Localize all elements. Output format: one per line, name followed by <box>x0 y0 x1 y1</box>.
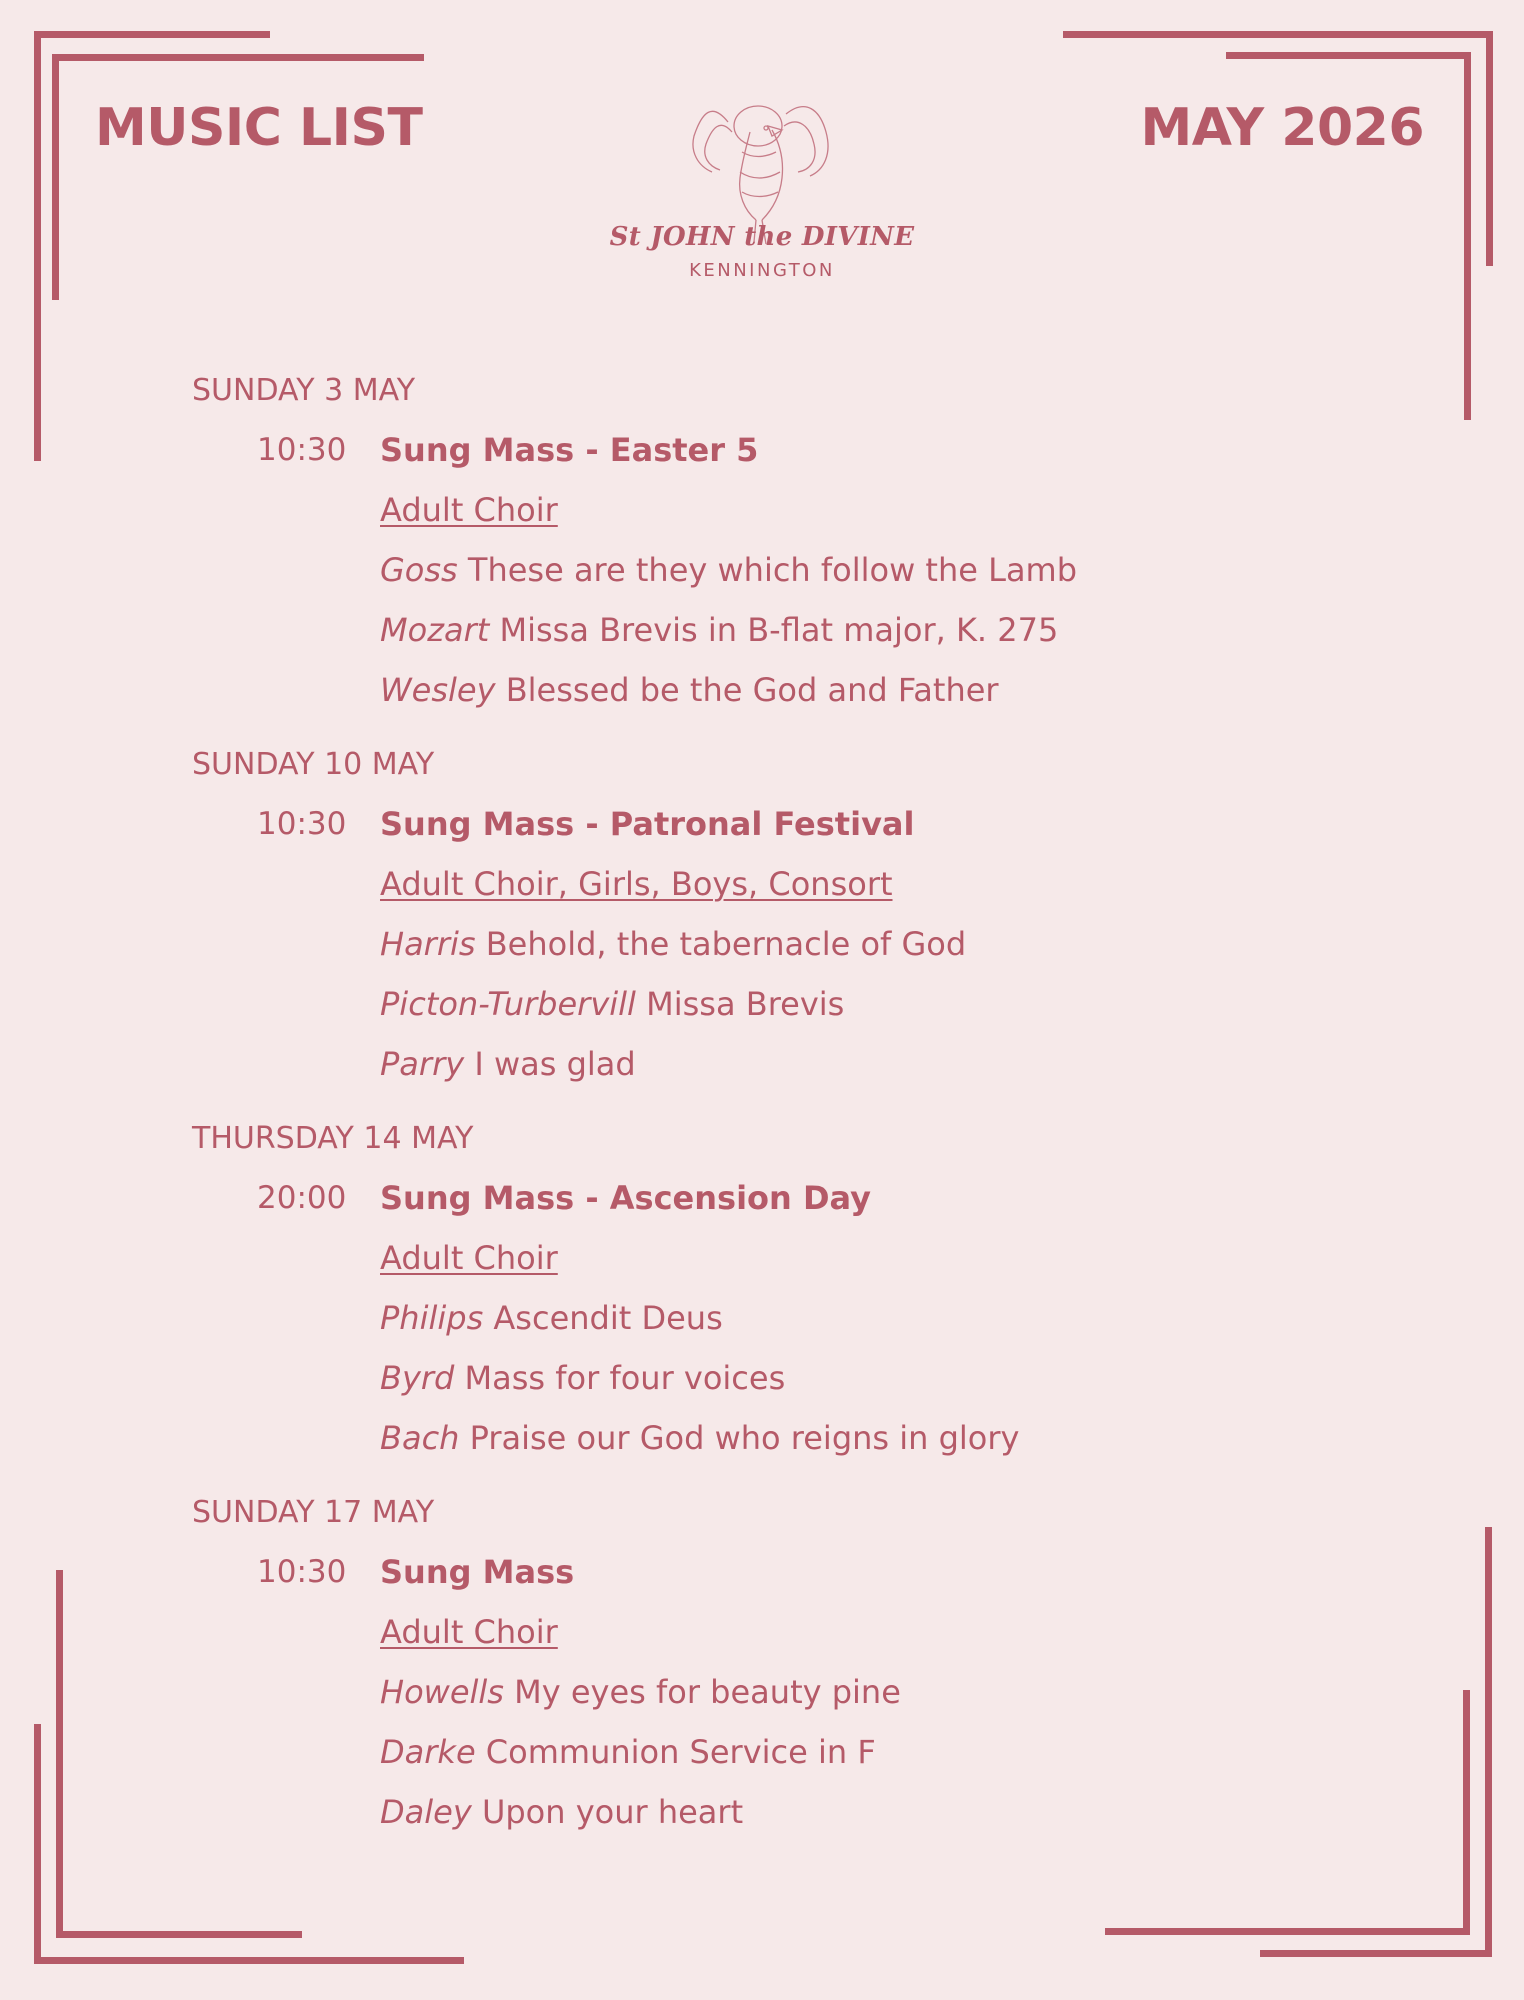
composer-name: Bach <box>380 1419 460 1457</box>
service-time: 10:30 <box>257 806 347 842</box>
day-heading: SUNDAY 3 MAY <box>192 373 416 408</box>
service-entry <box>192 1176 1332 1476</box>
service-name: Sung Mass - Ascension Day <box>380 1179 871 1217</box>
choir-name: Adult Choir, Girls, Boys, Consort <box>380 865 893 903</box>
piece-title: Missa Brevis <box>646 985 845 1023</box>
piece-title: Communion Service in F <box>485 1733 876 1771</box>
day-heading: THURSDAY 14 MAY <box>192 1121 474 1156</box>
church-logo <box>600 92 924 292</box>
music-piece <box>380 608 1332 668</box>
service-name: Sung Mass - Patronal Festival <box>380 805 915 843</box>
composer-name: Darke <box>380 1733 476 1771</box>
piece-title: These are they which follow the Lamb <box>467 551 1078 589</box>
service-time: 20:00 <box>257 1180 347 1216</box>
piece-title: Ascendit Deus <box>493 1299 723 1337</box>
piece-title: Blessed be the God and Father <box>505 671 999 709</box>
music-piece <box>380 1296 1332 1356</box>
piece-title: Missa Brevis in B-flat major, K. 275 <box>499 611 1059 649</box>
music-piece <box>380 668 1332 728</box>
piece-title: Behold, the tabernacle of God <box>485 925 967 963</box>
composer-name: Picton-Turbervill <box>380 985 636 1023</box>
day-section <box>192 1492 1332 1850</box>
day-section <box>192 1118 1332 1476</box>
piece-title: I was glad <box>474 1045 636 1083</box>
day-section <box>192 370 1332 728</box>
piece-title: Mass for four voices <box>464 1359 786 1397</box>
composer-name: Mozart <box>380 611 490 649</box>
music-piece <box>380 982 1332 1042</box>
composer-name: Wesley <box>380 671 496 709</box>
piece-title: Upon your heart <box>481 1793 744 1831</box>
service-name: Sung Mass - Easter 5 <box>380 431 759 469</box>
music-piece <box>380 1730 1332 1790</box>
composer-name: Philips <box>380 1299 484 1337</box>
choir-name: Adult Choir <box>380 491 558 529</box>
page-title: MUSIC LIST <box>95 98 423 158</box>
composer-name: Daley <box>380 1793 472 1831</box>
day-heading: SUNDAY 10 MAY <box>192 747 435 782</box>
music-piece <box>380 1416 1332 1476</box>
service-entry <box>192 1550 1332 1850</box>
service-name: Sung Mass <box>380 1553 575 1591</box>
music-list <box>192 370 1332 1866</box>
day-heading: SUNDAY 17 MAY <box>192 1495 435 1530</box>
composer-name: Byrd <box>380 1359 455 1397</box>
service-time: 10:30 <box>257 432 347 468</box>
choir-name: Adult Choir <box>380 1239 558 1277</box>
piece-title: My eyes for beauty pine <box>514 1673 901 1711</box>
church-location: KENNINGTON <box>689 260 835 281</box>
music-piece <box>380 922 1332 982</box>
composer-name: Parry <box>380 1045 465 1083</box>
church-name: St JOHN the DIVINE <box>609 222 915 252</box>
choir-name: Adult Choir <box>380 1613 558 1651</box>
music-piece <box>380 548 1332 608</box>
composer-name: Goss <box>380 551 458 589</box>
composer-name: Howells <box>380 1673 504 1711</box>
music-piece <box>380 1790 1332 1850</box>
piece-title: Praise our God who reigns in glory <box>469 1419 1020 1457</box>
service-entry <box>192 428 1332 728</box>
month-title: MAY 2026 <box>1140 98 1424 158</box>
music-piece <box>380 1042 1332 1102</box>
composer-name: Harris <box>380 925 476 963</box>
music-piece <box>380 1356 1332 1416</box>
day-section <box>192 744 1332 1102</box>
music-piece <box>380 1670 1332 1730</box>
service-entry <box>192 802 1332 1102</box>
service-time: 10:30 <box>257 1554 347 1590</box>
